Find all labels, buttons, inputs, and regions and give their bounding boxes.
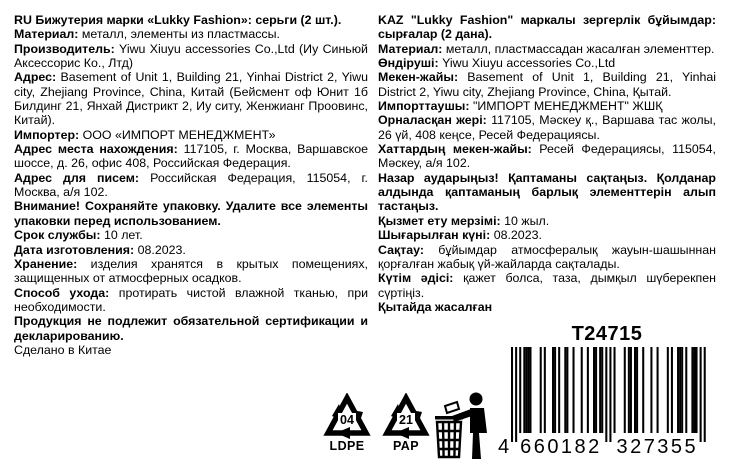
- recycling-triangle-icon: [382, 393, 430, 439]
- tidyman-dispose-icon: [432, 391, 488, 466]
- label-paragraph: RU Бижутерия марки «Lukky Fashion»: серьги (2 шт.).: [14, 13, 342, 27]
- label-paragraph: Способ ухода: протирать чистой влажной тканью, при необходимости.: [14, 285, 369, 314]
- label-paragraph: Сделано в Китае: [14, 342, 112, 357]
- label-paragraph: Импорттаушы: "ИМПОРТ МЕНЕДЖМЕНТ" ЖШҚ: [378, 99, 663, 114]
- recycling-material-label: PAP: [393, 439, 419, 453]
- label-paragraph: Хаттардың мекен-жайы: Ресей Федерациясы, 115054, Мәскеу, а/я 102.: [378, 142, 716, 171]
- label-paragraph: Орналасқан жері: 117105, Мәскеу қ., Варшава тас жолы, 26 үй, 408 кеңсе, Ресей Федерациясы.: [378, 113, 716, 142]
- label-paragraph: Импортер: ООО «ИМПОРТ МЕНЕДЖМЕНТ»: [14, 127, 276, 142]
- label-paragraph: Материал: металл, элементы из пластмассы.: [14, 27, 280, 42]
- label-paragraph: Қытайда жасалған: [378, 299, 493, 314]
- recycling-triangle-icon: [323, 393, 371, 439]
- recycling-code: 04: [340, 413, 354, 427]
- barcode-digits: 4: [498, 436, 510, 457]
- recycling-material-label: LDPE: [329, 439, 365, 453]
- label-paragraph: Назар аударыңыз! Қаптаманы сақтаңыз. Қолданар алдында қаптаманың барлық элементтерін алып тастаңыз.: [378, 170, 716, 214]
- label-paragraph: Шығарылған күні: 08.2023.: [378, 228, 542, 243]
- recycling-code: 21: [399, 413, 413, 427]
- label-paragraph: Срок службы: 10 лет.: [14, 228, 143, 243]
- recycling-symbol-ldpe: [320, 393, 374, 453]
- kazakh-text-column: [378, 13, 716, 314]
- label-paragraph: Адрес: Basement of Unit 1, Building 21, Yinhai District 2, Yiwu city, Zhejiang Province, China, Китай (Бейсмент оф Юнит 1б Билдинг 21, Янхай Дистрикт 2, Иу ситу, Женжианг Проовинс, Китай).: [14, 70, 369, 128]
- recycling-symbol-pap: [379, 393, 433, 453]
- barcode-digits: 327355: [616, 436, 696, 457]
- label-paragraph: Адрес для писем: Российская Федерация, 115054, г. Москва, а/я 102.: [14, 170, 368, 200]
- barcode-block: [496, 322, 718, 457]
- label-paragraph: Күтім әдісі: қажет болса, таза, дымқыл шүберекпен сүртіңіз.: [378, 271, 716, 300]
- barcode-digits: 660182: [520, 436, 600, 457]
- label-paragraph: Адрес места нахождения: 117105, г. Москва, Варшавское шоссе, д. 26, офис 408, Российская Федерация.: [14, 142, 368, 171]
- label-paragraph: Внимание! Сохраняйте упаковку. Удалите все элементы упаковки перед использованием.: [14, 199, 368, 228]
- label-paragraph: Мекен-жайы: Basement of Unit 1, Building 21, Yinhai District 2, Yiwu city, Zhejiang Province, China, Қытай.: [378, 70, 716, 99]
- label-paragraph: Дата изготовления: 08.2023.: [14, 242, 186, 257]
- label-paragraph: Қызмет ету мерзімі: 10 жыл.: [378, 213, 550, 228]
- russian-text-column: [14, 13, 368, 357]
- label-paragraph: Хранение: изделия хранятся в крытых помещениях, защищенных от атмосферных осадков.: [14, 256, 368, 286]
- article-number: T24715: [571, 323, 643, 345]
- tidyman-icon: [432, 391, 488, 461]
- label-paragraph: Материал: металл, пластмассадан жасалған элементтер.: [378, 41, 715, 56]
- label-paragraph: KAZ "Lukky Fashion" маркалы зергерлік бұйымдар: сырғалар (2 дана).: [378, 13, 716, 42]
- label-paragraph: Өндіруші: Yiwu Xiuyu accessories Co.,Ltd: [378, 56, 616, 71]
- label-paragraph: Сақтау: бұйымдар атмосфералық жауын-шашыннан қорғалған жабық үй-жайларда сақталады.: [378, 242, 716, 271]
- label-paragraph: Продукция не подлежит обязательной сертификации и декларированию.: [14, 314, 368, 343]
- ean13-barcode: [498, 347, 716, 457]
- label-paragraph: Производитель: Yiwu Xiuyu accessories Co.,Ltd (Иу Синьюй Аксессорис Ко., Лтд): [14, 41, 368, 71]
